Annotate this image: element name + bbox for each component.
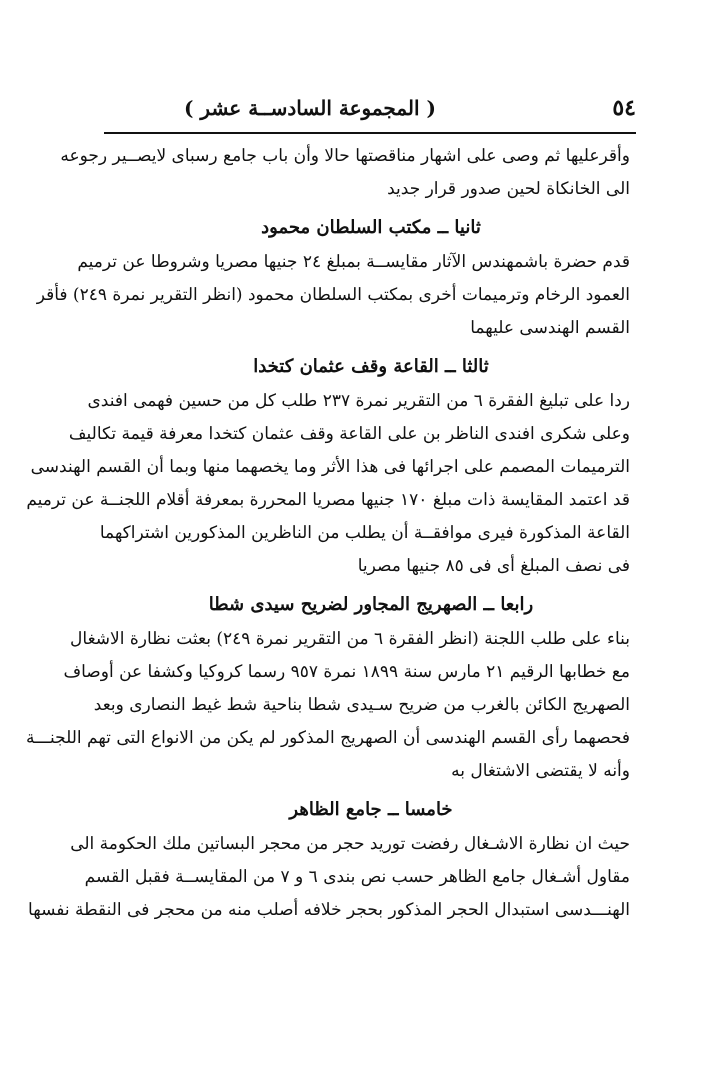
page-header — [104, 88, 636, 128]
text-line: مقاول أشـغال جامع الظاهر حسب نص بندى ٦ و ٧ من المقايســة فقبل القسم — [84, 867, 630, 887]
text-line: قد اعتمد المقايسة ذات مبلغ ١٧٠ جنيها مصريا المحررة بمعرفة أقلام اللجنــة عن ترميم — [26, 490, 630, 510]
intro-paragraph — [60, 140, 630, 206]
text-line: حيث ان نظارة الاشـغال رفضت توريد حجر من محجر البساتين ملك الحكومة الى — [70, 834, 630, 854]
section-heading-4: رابعا ــ الصهريج المجاور لضريح سيدى شطا — [208, 594, 534, 615]
text-line: القسم الهندسى عليهما — [470, 318, 630, 338]
body-text — [25, 140, 630, 927]
text-line: فحصهما رأى القسم الهندسى أن الصهريج المذكور لم يكن من الانواع التى تهم اللجنـــة — [25, 728, 630, 748]
section-4-paragraph — [25, 623, 630, 788]
header-rule — [104, 132, 636, 134]
text-line: بناء على طلب اللجنة (انظر الفقرة ٦ من التقرير نمرة ٢٤٩) بعثت نظارة الاشغال — [70, 629, 630, 649]
text-line: وعلى شكرى افندى الناظر بن على القاعة وقف عثمان كتخدا معرفة قيمة تكاليف — [68, 424, 630, 444]
text-line: مع خطابها الرقيم ٢١ مارس سنة ١٨٩٩ نمرة ٩٥٧ رسما كروكيا وكشفا عن أوصاف — [63, 662, 630, 682]
text-line: فى نصف المبلغ أى فى ٨٥ جنيها مصريا — [357, 556, 630, 576]
text-line: الهنـــدسى استبدال الحجر المذكور بحجر خلافه أصلب منه من محجر فى النقطة نفسها — [28, 900, 630, 920]
text-line: الترميمات المصمم على اجرائها فى هذا الأثر وما يخصهما منها وبما أن القسم الهندسى — [30, 457, 630, 477]
text-line: العمود الرخام وترميمات أخرى بمكتب السلطان محمود (انظر التقرير نمرة ٢٤٩) فأقر — [36, 285, 630, 305]
page-number: ٥٤ — [612, 95, 636, 121]
text-line: ردا على تبليغ الفقرة ٦ من التقرير نمرة ٢٣٧ طلب كل من حسين فهمى افندى — [87, 391, 630, 411]
running-title: ( المجموعة السادســة عشر ) — [184, 96, 436, 120]
section-heading-5: خامسا ــ جامع الظاهر — [289, 799, 453, 820]
text-line: الى الخانكاة لحين صدور قرار جديد — [387, 179, 630, 199]
text-line: وأقرعليها ثم وصى على اشهار مناقصتها حالا وأن باب جامع رسباى لايصــير رجوعه — [60, 146, 630, 166]
text-line: القاعة المذكورة فيرى موافقــة أن يطلب من الناظرين المذكورين اشتراكهما — [99, 523, 630, 543]
section-2-paragraph — [36, 246, 630, 345]
section-heading-3: ثالثا ــ القاعة وقف عثمان كتخدا — [253, 356, 489, 377]
section-3-paragraph — [26, 385, 630, 583]
text-line: وأنه لا يقتضى الاشتغال به — [451, 761, 630, 781]
section-5-paragraph — [28, 828, 630, 927]
text-line: قدم حضرة باشمهندس الآثار مقايســة بمبلغ ٢٤ جنيها مصريا وشروطا عن ترميم — [77, 252, 630, 272]
section-heading-2: ثانيا ــ مكتب السلطان محمود — [261, 217, 481, 238]
text-line: الصهريج الكائن بالغرب من ضريح سـيدى شطا بناحية شط غيط النصارى وبعد — [93, 695, 630, 715]
